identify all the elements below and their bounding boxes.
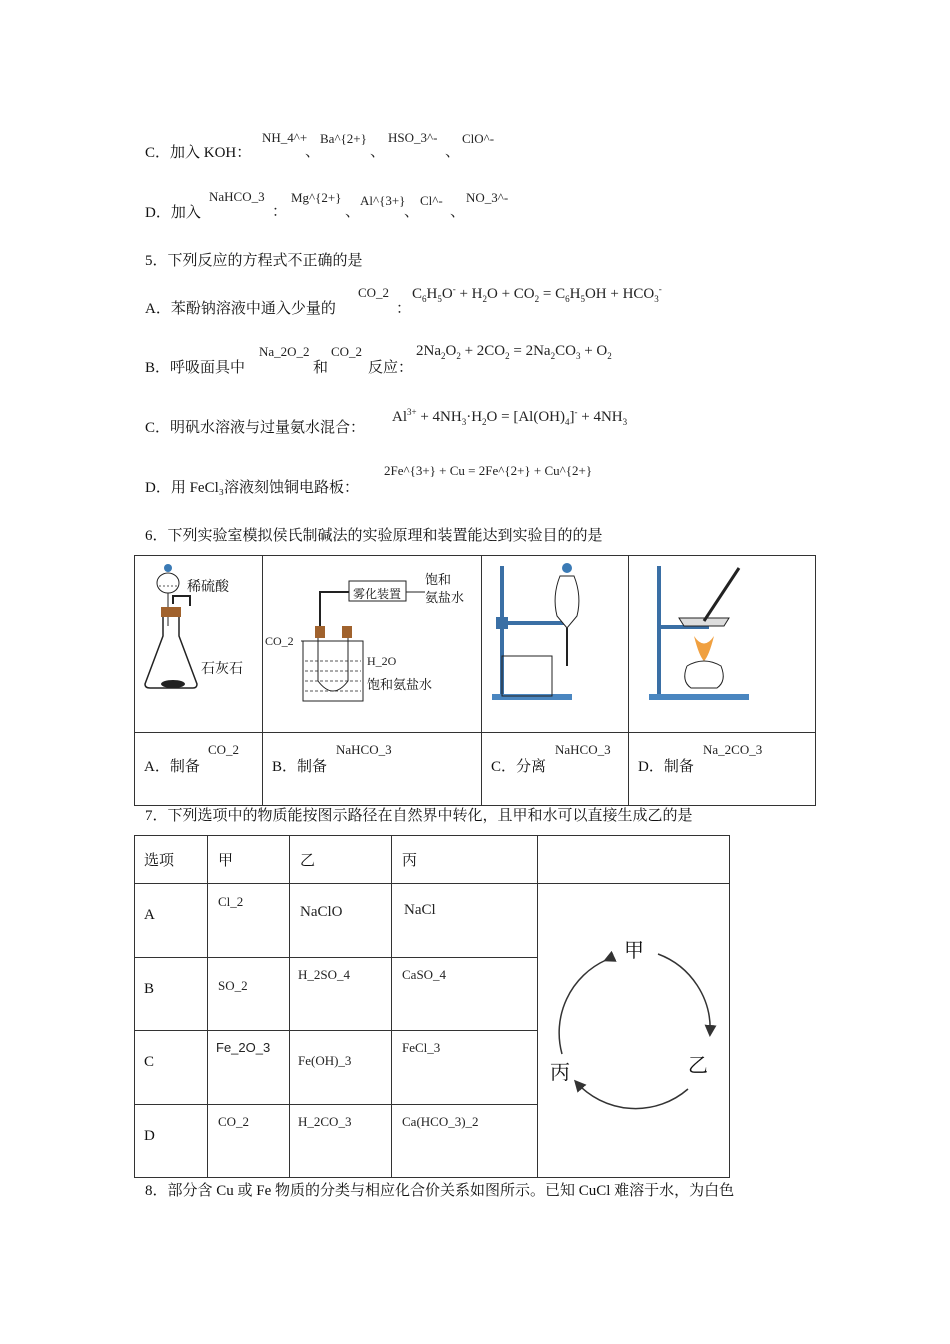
q4-option-c: C．加入 KOH：	[145, 145, 252, 161]
q8-stem: 8．部分含 Cu 或 Fe 物质的分类与相应化合价关系如图所示。已知 CuCl 难溶于水，为白色	[145, 1183, 735, 1199]
arrow-jia-to-yi	[658, 954, 710, 1034]
q6-table	[134, 555, 816, 806]
q5-option-a: A．苯酚钠溶液中通入少量的	[145, 301, 336, 317]
react-text: 反应：	[368, 360, 414, 376]
acid-label: 稀硫酸	[187, 579, 229, 595]
header-bing: 丙	[402, 853, 418, 869]
option-c-cell	[482, 733, 629, 806]
jia-formula: Fe_2O_3	[216, 1040, 271, 1055]
header-cell	[290, 836, 392, 884]
formula: CO_2	[358, 285, 390, 300]
equation: $C_6H_5O^- + H_2O + CO_2 = C_6H_5OH + HCO_3^-$	[412, 284, 662, 304]
arrow-yi-to-bing	[576, 1082, 688, 1109]
option-c-label: C．分离	[491, 759, 547, 775]
formula: NaHCO_3	[336, 742, 392, 757]
formula: NH_4^+	[262, 130, 308, 145]
formula: NO_3^-	[466, 190, 509, 205]
h2o-label: H_2O	[367, 654, 397, 668]
option-label: D	[144, 1127, 155, 1144]
header-option: 选项	[144, 853, 175, 869]
header-cell	[208, 836, 290, 884]
colon: ：	[272, 204, 288, 220]
separator: 、	[370, 144, 386, 160]
equation: $2Na_2O_2 + 2CO_2 = 2Na_2CO_3 + O_2$	[416, 343, 612, 361]
formula: Ba^{2+}	[320, 131, 367, 146]
header-cell	[392, 836, 538, 884]
option-b-cell	[263, 733, 482, 806]
figure-a-cell	[135, 556, 263, 733]
and-text: 和	[313, 360, 329, 376]
header-cell	[135, 836, 208, 884]
formula: CO_2	[208, 742, 240, 757]
table-row	[135, 884, 730, 958]
figure-c-cell	[482, 556, 629, 733]
formula: Na_2CO_3	[703, 742, 763, 757]
q5-stem: 5．下列反应的方程式不正确的是	[145, 253, 363, 269]
jia-formula: CO_2	[218, 1113, 250, 1129]
formula: Al^{3+}	[360, 193, 406, 208]
option-a-label: A．制备	[144, 759, 200, 775]
figure-b-cell	[263, 556, 482, 733]
option-d-label: D．制备	[638, 759, 694, 775]
q5-option-b: B．呼吸面具中	[145, 360, 246, 376]
limestone-label: 石灰石	[201, 661, 243, 677]
equation: 2Fe^{3+} + Cu = 2Fe^{2+} + Cu^{2+}	[384, 463, 593, 478]
option-b-label: B．制备	[272, 759, 328, 775]
header-yi: 乙	[300, 853, 316, 869]
bing-formula: NaCl	[404, 902, 436, 918]
separator: 、	[404, 204, 420, 220]
option-d-cell	[629, 733, 816, 806]
yi-formula: H_2SO_4	[298, 966, 351, 982]
cycle-jia: 甲	[624, 940, 644, 962]
q5-option-c: C．明矾水溶液与过量氨水混合：	[145, 420, 366, 436]
separator: 、	[345, 204, 361, 220]
separator: 、	[450, 204, 466, 220]
formula: NaHCO_3	[209, 189, 265, 204]
option-label: B	[144, 980, 155, 997]
cycle-bing: 丙	[550, 1062, 570, 1084]
bing-formula: Ca(HCO_3)_2	[402, 1113, 479, 1129]
equation: $Al^{3+} + 4NH_3\cdot H_2O = [Al(OH)_4]^- + 4NH_3$	[392, 407, 628, 427]
yi-formula: NaClO	[300, 904, 343, 920]
formula: CO_2	[331, 344, 363, 359]
brine-label: 饱和氨盐水	[367, 678, 433, 693]
arrow-bing-to-jia	[559, 960, 606, 1054]
separator: 、	[305, 144, 321, 160]
figure-d-cell	[629, 556, 816, 733]
cycle-diagram-cell	[538, 884, 730, 1178]
formula: HSO_3^-	[388, 130, 438, 145]
q5-option-d: D．用 FeCl₃溶液刻蚀铜电路板：	[145, 480, 359, 496]
option-label: A	[144, 907, 155, 923]
co2-label: CO_2	[265, 634, 294, 648]
bing-formula: CaSO_4	[402, 966, 447, 982]
separator: 、	[445, 144, 461, 160]
formula: Cl^-	[420, 193, 443, 208]
header-jia: 甲	[218, 853, 234, 869]
option-label: C	[144, 1054, 155, 1070]
bing-formula: FeCl_3	[402, 1040, 441, 1055]
cycle-yi: 乙	[688, 1055, 708, 1077]
formula: Mg^{2+}	[291, 190, 342, 205]
q7-stem: 7．下列选项中的物质能按图示路径在自然界中转化，且甲和水可以直接生成乙的是	[145, 808, 693, 824]
yi-formula: Fe(OH)_3	[298, 1053, 352, 1068]
formula: Na_2O_2	[259, 344, 310, 359]
atomizer-box-label: 雾化装置	[353, 587, 402, 601]
colon: ：	[396, 301, 412, 317]
q4-option-d: D．加入	[145, 205, 201, 221]
brine-inlet-label: 饱和 氨盐水	[425, 573, 465, 606]
jia-formula: SO_2	[218, 977, 248, 993]
formula: ClO^-	[462, 131, 495, 146]
q7-table	[134, 835, 730, 1178]
evaporating-dish-stand-icon	[629, 556, 815, 727]
cycle-diagram	[538, 884, 729, 1172]
separatory-funnel-stand-icon	[482, 556, 628, 727]
formula: NaHCO_3	[555, 742, 611, 757]
yi-formula: H_2CO_3	[298, 1113, 352, 1129]
q6-stem: 6．下列实验室模拟侯氏制碱法的实验原理和装置能达到实验目的的是	[145, 528, 603, 544]
option-a-cell	[135, 733, 263, 806]
jia-formula: Cl_2	[218, 894, 244, 909]
header-cell	[538, 836, 730, 884]
